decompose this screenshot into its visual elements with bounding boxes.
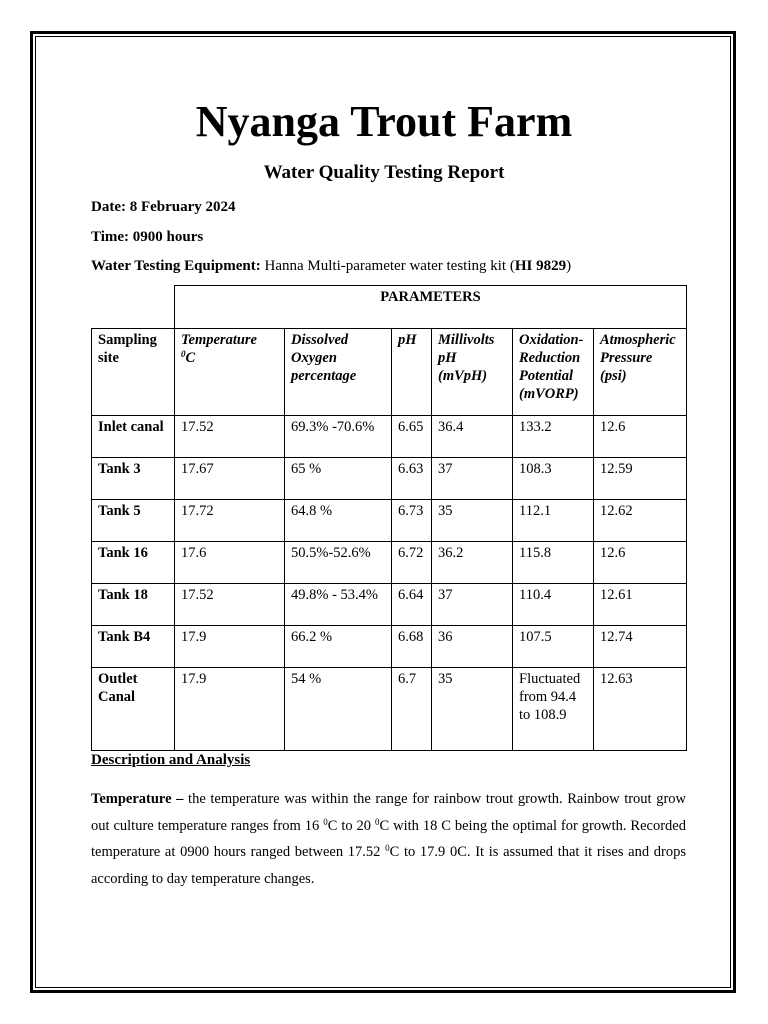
degree-sup: 0 xyxy=(181,349,186,359)
cell-temp: 17.72 xyxy=(175,500,285,542)
table-body xyxy=(92,416,687,751)
cell-site: Tank 5 xyxy=(92,500,175,542)
cell-pressure: 12.59 xyxy=(594,458,687,500)
cell-site: Outlet Canal xyxy=(92,668,175,751)
cell-ph: 6.72 xyxy=(392,542,432,584)
cell-ph: 6.65 xyxy=(392,416,432,458)
cell-site: Tank 18 xyxy=(92,584,175,626)
cell-mvph: 35 xyxy=(432,668,513,751)
table-row xyxy=(92,500,687,542)
document-title: Nyanga Trout Farm xyxy=(195,97,573,146)
water-quality-table xyxy=(91,285,687,751)
table-row xyxy=(92,668,687,751)
cell-mvph: 36 xyxy=(432,626,513,668)
cell-temp: 17.52 xyxy=(175,584,285,626)
temperature-label: Temperature – xyxy=(91,791,184,807)
cell-mvph: 35 xyxy=(432,500,513,542)
cell-ph: 6.63 xyxy=(392,458,432,500)
analysis-text-3: C with 18 C being the optimal for growth. Recorded temperature at 0900 hours ranged between 17.52 xyxy=(91,817,686,860)
analysis-text-4: C to 17.9 0C. It is assumed that it rises and drops according to day temperature changes. xyxy=(91,844,686,887)
col-header-temperature xyxy=(175,329,285,416)
degree-sup: 0 xyxy=(323,816,328,827)
table-row xyxy=(92,542,687,584)
cell-temp: 17.9 xyxy=(175,626,285,668)
cell-ph: 6.68 xyxy=(392,626,432,668)
document-subtitle: Water Quality Testing Report xyxy=(263,162,505,183)
col-header-site: Sampling site xyxy=(92,329,175,416)
cell-pressure: 12.63 xyxy=(594,668,687,751)
cell-oxygen: 65 % xyxy=(285,458,392,500)
cell-oxygen: 54 % xyxy=(285,668,392,751)
cell-mvph: 36.4 xyxy=(432,416,513,458)
cell-mvph: 37 xyxy=(432,584,513,626)
cell-orp: 108.3 xyxy=(513,458,594,500)
cell-pressure: 12.6 xyxy=(594,416,687,458)
col-header-orp: Oxidation-Reduction Potential (mVORP) xyxy=(513,329,594,416)
table-column-header-row xyxy=(92,329,687,416)
cell-ph: 6.73 xyxy=(392,500,432,542)
cell-site: Tank 16 xyxy=(92,542,175,584)
cell-ph: 6.64 xyxy=(392,584,432,626)
cell-oxygen: 64.8 % xyxy=(285,500,392,542)
report-time xyxy=(91,227,203,247)
cell-ph: 6.7 xyxy=(392,668,432,751)
col-header-ph: pH xyxy=(392,329,432,416)
degree-sup: 0 xyxy=(374,816,380,827)
cell-temp: 17.9 xyxy=(175,668,285,751)
cell-pressure: 12.61 xyxy=(594,584,687,626)
cell-oxygen: 50.5%-52.6% xyxy=(285,542,392,584)
cell-pressure: 12.62 xyxy=(594,500,687,542)
col-header-temperature-label: Temperature xyxy=(181,332,257,348)
parameters-header: PARAMETERS xyxy=(175,286,687,329)
cell-orp: 115.8 xyxy=(513,542,594,584)
equipment-label: Water Testing Equipment: xyxy=(91,258,261,274)
cell-orp: 112.1 xyxy=(513,500,594,542)
equipment-model: HI 9829 xyxy=(514,258,567,274)
cell-temp: 17.52 xyxy=(175,416,285,458)
analysis-text-2: C to 20 xyxy=(327,817,375,834)
report-date-text: Date: 8 February 2024 xyxy=(91,199,236,215)
equipment-text: Hanna Multi-parameter water testing kit ( xyxy=(260,258,515,274)
cell-oxygen: 66.2 % xyxy=(285,626,392,668)
equipment-line xyxy=(91,256,571,276)
cell-temp: 17.67 xyxy=(175,458,285,500)
col-header-oxygen: Dissolved Oxygen percentage xyxy=(285,329,392,416)
section-heading: Description and Analysis xyxy=(91,752,251,768)
blank-cell xyxy=(92,286,175,329)
cell-pressure: 12.6 xyxy=(594,542,687,584)
cell-orp: Fluctuated from 94.4 to 108.9 xyxy=(513,668,594,751)
cell-site: Tank 3 xyxy=(92,458,175,500)
degree-sup: 0 xyxy=(385,843,390,853)
analysis-text-1: the temperature was within the range for rainbow trout growth. Rainbow trout grow out culture temperature ranges from 16 xyxy=(91,791,687,834)
table-row xyxy=(92,626,687,668)
report-time-text: Time: 0900 hours xyxy=(91,229,204,245)
cell-orp: 133.2 xyxy=(513,416,594,458)
table-row xyxy=(92,416,687,458)
cell-mvph: 37 xyxy=(432,458,513,500)
cell-site: Tank B4 xyxy=(92,626,175,668)
temperature-unit: C xyxy=(185,350,196,366)
table-group-header-row xyxy=(92,286,687,329)
cell-oxygen: 69.3% -70.6% xyxy=(285,416,392,458)
table-row xyxy=(92,584,687,626)
analysis-paragraph xyxy=(91,786,686,892)
report-date xyxy=(91,197,236,217)
cell-temp: 17.6 xyxy=(175,542,285,584)
cell-mvph: 36.2 xyxy=(432,542,513,584)
equipment-close: ) xyxy=(566,258,572,274)
cell-oxygen: 49.8% - 53.4% xyxy=(285,584,392,626)
cell-orp: 110.4 xyxy=(513,584,594,626)
cell-orp: 107.5 xyxy=(513,626,594,668)
col-header-pressure: Atmospheric Pressure (psi) xyxy=(594,329,687,416)
cell-pressure: 12.74 xyxy=(594,626,687,668)
col-header-mvph: Millivolts pH (mVpH) xyxy=(432,329,513,416)
table-row xyxy=(92,458,687,500)
cell-site: Inlet canal xyxy=(92,416,175,458)
